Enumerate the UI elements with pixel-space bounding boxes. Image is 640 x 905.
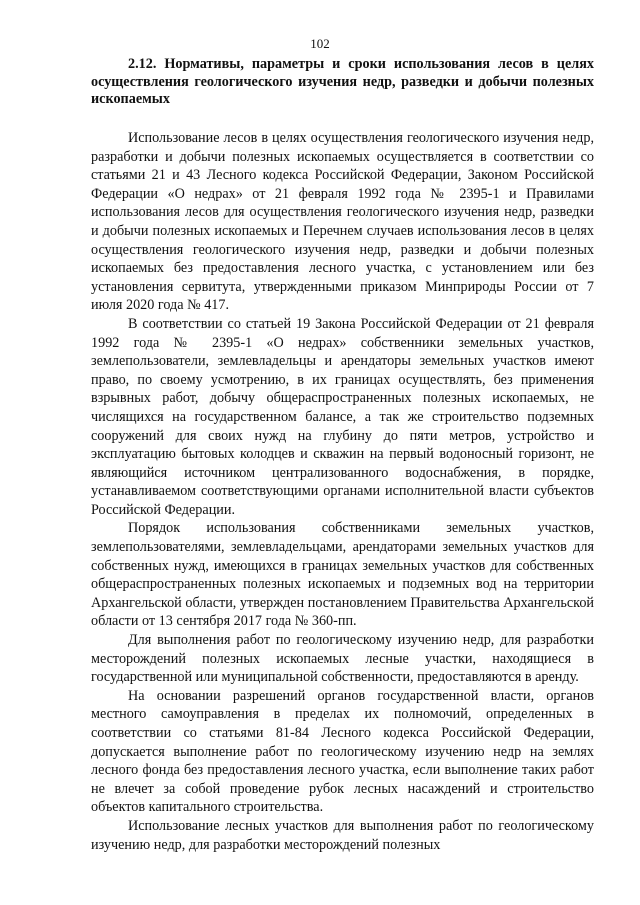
paragraph-permits: На основании разрешений органов государственной власти, органов местного самоуправления в пределах их полномочий, определенных в соответствии со статьями 81-84 Лесного кодекса Российской Федерации, допускается выполнение работ по геологическому изучению недр на землях лесного фонда без предоставления лесного участка, если выполнение таких работ не влечет за собой проведение рубок лесных насаждений и строительство объектов капитального строительства. [91, 687, 594, 816]
paragraph-usage-procedure: Порядок использования собственниками земельных участков, землепользователями, землевладельцами, арендаторами земельных участков для собственных нужд, имеющихся в границах земельных участков для собственных общераспространенных полезных ископаемых и подземных вод на территории Архангельской области, утвержден постановлением Правительства Архангельской области от 13 сентября 2017 года № 360-пп. [91, 520, 594, 630]
page-number: 102 [310, 36, 330, 51]
paragraph-lease: Для выполнения работ по геологическому изучению недр, для разработки месторождений полезных ископаемых лесные участки, находящиеся в государственной или муниципальной собственности, предоставляются в аренду. [91, 632, 594, 686]
paragraph-owner-rights: В соответствии со статьей 19 Закона Российской Федерации от 21 февраля 1992 года № 2395-1 «О недрах» собственники земельных участков, землепользователи, землевладельцы и арендаторы земельных участков имеют право, по своему усмотрению, в их границах осуществлять, без применения взрывных работ, добычу общераспространенных полезных ископаемых, не числящихся на государственном балансе, а так же строительство подземных сооружений для своих нужд на глубину до пяти метров, устройство и эксплуатацию бытовых колодцев и скважин на первый водоносный горизонт, не являющийся источником централизованного водоснабжения, в порядке, устанавливаемом соответствующими органами исполнительной власти субъектов Российской Федерации. [91, 315, 594, 518]
body-text [91, 129, 594, 854]
paragraph-usage-continued: Использование лесных участков для выполнения работ по геологическому изучению недр, для разработки месторождений полезных [91, 817, 594, 853]
paragraph-legal-basis: Использование лесов в целях осуществления геологического изучения недр, разработки и добычи полезных ископаемых осуществляется в соответствии со статьями 21 и 43 Лесного кодекса Российской Федерации, Законом Российской Федерации «О недрах» от 21 февраля 1992 года № 2395-1 и Правилами использования лесов для осуществления геологического изучения недр, разведки и добычи полезных ископаемых и Перечнем случаев использования лесов в целях осуществления геологического изучения недр, разведки и добычи полезных ископаемых без предоставления лесного участка, с установлением или без установления сервитута, утвержденными приказом Минприроды России от 7 июля 2020 года № 417. [91, 130, 594, 314]
section-heading: 2.12. Нормативы, параметры и сроки использования лесов в целях осуществления геологического изучения недр, разведки и добычи полезных ископаемых [91, 56, 594, 107]
